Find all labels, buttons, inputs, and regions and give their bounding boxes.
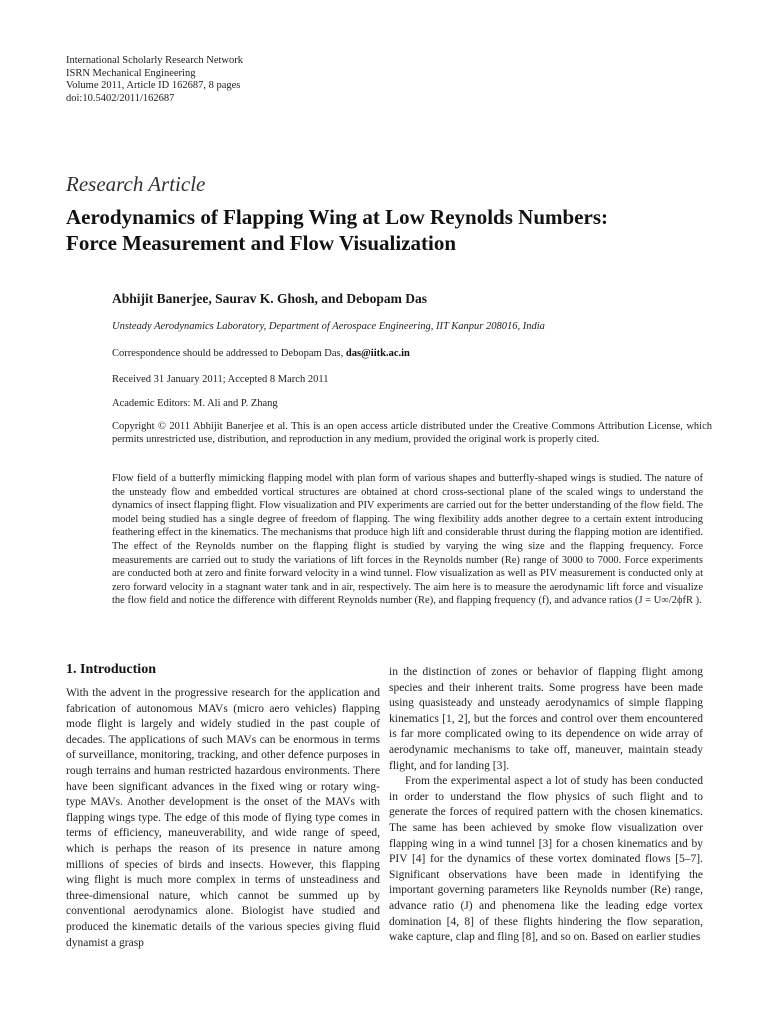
journal-network: International Scholarly Research Network (66, 55, 243, 66)
abstract: Flow field of a butterfly mimicking flapping model with plan form of various shapes and butterfly-shaped wings is studied. The nature of the unsteady flow and embedded vortical structures are obtained at chord cross-sectional plane of the scaled wings to understand the dynamics of insect flapping flight. Flow visualization and PIV experiments are carried out for the better understanding of the flow field. The model being studied has a single degree of freedom of flapping. The wing flexibility adds another degree to a certain extent introducing feathering effect in the kinematics. The mechanisms that produce high lift and considerable thrust during the flapping motion are identified. The effect of the Reynolds number on the flapping flight is studied by varying the wing size and the flapping frequency. Force measurements are carried out to study the variations of lift forces in the Reynolds number (Re) range of 3000 to 7000. Force experiments are conducted both at zero and finite forward velocity in a wind tunnel. Flow visualization as well as PIV measurement is conducted only at zero forward velocity in a stagnant water tank and in air, respectively. The aim here is to measure the aerodynamic lift force and visualize the flow field and notice the difference with different Reynolds number (Re), and flapping frequency (f), and advance ratios (J = U∞/2ϕfR ). (112, 473, 703, 607)
authors: Abhijit Banerjee, Saurav K. Ghosh, and Debopam Das (112, 291, 428, 306)
left-column (66, 686, 380, 951)
paper-title (66, 204, 726, 256)
title-line-1: Aerodynamics of Flapping Wing at Low Reynolds Numbers: (66, 205, 608, 229)
right-column (389, 665, 703, 946)
correspondence (112, 347, 712, 360)
intro-paragraph-continued: in the distinction of zones or behavior of flapping flight among species and their inherent traits. Some progress have been made using quasisteady and unsteady aerodynamics of simple flapping kinematics [1, 2], but the forces and control over them encountered is far more complicated owing to its dependence on wide array of aerodynamic mechanisms to take off, maneuver, maintain steady flight, and for landing [3]. (389, 666, 703, 772)
received-dates: Received 31 January 2011; Accepted 8 March 2011 (112, 374, 329, 385)
intro-paragraph-2: From the experimental aspect a lot of study has been conducted in order to understand the flow physics of such flight and to generate the forces of required pattern with the chosen kinematics. The same has been achieved by smoke flow visualization over flapping wing in a wind tunnel [3] for a chosen kinematics and by PIV [4] for the dynamics of these vortex dominated flows [5–7]. Significant observations have been made in identifying the important governing parameters like Reynolds number (Re) range, advance ratio (J) and phenomena like the leading edge vortex domination [4, 8] of these flights hindering the flow separation, wake capture, clap and fling [8], and so on. Based on earlier studies (389, 775, 703, 944)
journal-volume: Volume 2011, Article ID 162687, 8 pages (66, 80, 241, 91)
copyright-notice: Copyright © 2011 Abhijit Banerjee et al. This is an open access article distributed under the Creative Commons Attribution License, which permits unrestricted use, distribution, and reproduction in any medium, provided the original work is properly cited. (112, 421, 712, 445)
intro-paragraph-1: With the advent in the progressive research for the application and fabrication of autonomous MAVs (micro aero vehicles) flapping mode flight is largely and widely studied in the past couple of decades. The applications of such MAVs can be enormous in terms of surveillance, monitoring, tracking, and other defence purposes in rough terrains and human restricted hazardous environments. There have been significant advances in the fixed wing or rotary wing-type MAVs. Another development is the onset of the MAVs with flapping wings type. The edge of this mode of flying type comes in terms of efficiency, maneuverability, and wide range of speed, which is perhaps the reason of its presence in nature among millions of species of birds and insects. However, this flapping wing flight is much more complex in terms of unsteadiness and three-dimensional nature, which cannot be summed up by conventional aerodynamics alone. Biologist have studied and produced the kinematic details of the various species giving fluid dynamist a grasp (66, 687, 380, 949)
correspondence-text: Correspondence should be addressed to Debopam Das, (112, 348, 346, 359)
title-line-2: Force Measurement and Flow Visualization (66, 231, 457, 255)
article-type: Research Article (66, 172, 206, 196)
section-heading-introduction: 1. Introduction (66, 662, 156, 677)
academic-editors: Academic Editors: M. Ali and P. Zhang (112, 398, 278, 409)
correspondence-email-link[interactable]: das@iitk.ac.in (345, 348, 410, 359)
affiliation: Unsteady Aerodynamics Laboratory, Department of Aerospace Engineering, IIT Kanpur 208016, India (112, 321, 545, 332)
journal-name: ISRN Mechanical Engineering (66, 67, 196, 79)
journal-doi: doi:10.5402/2011/162687 (66, 92, 175, 104)
journal-header (66, 55, 243, 105)
